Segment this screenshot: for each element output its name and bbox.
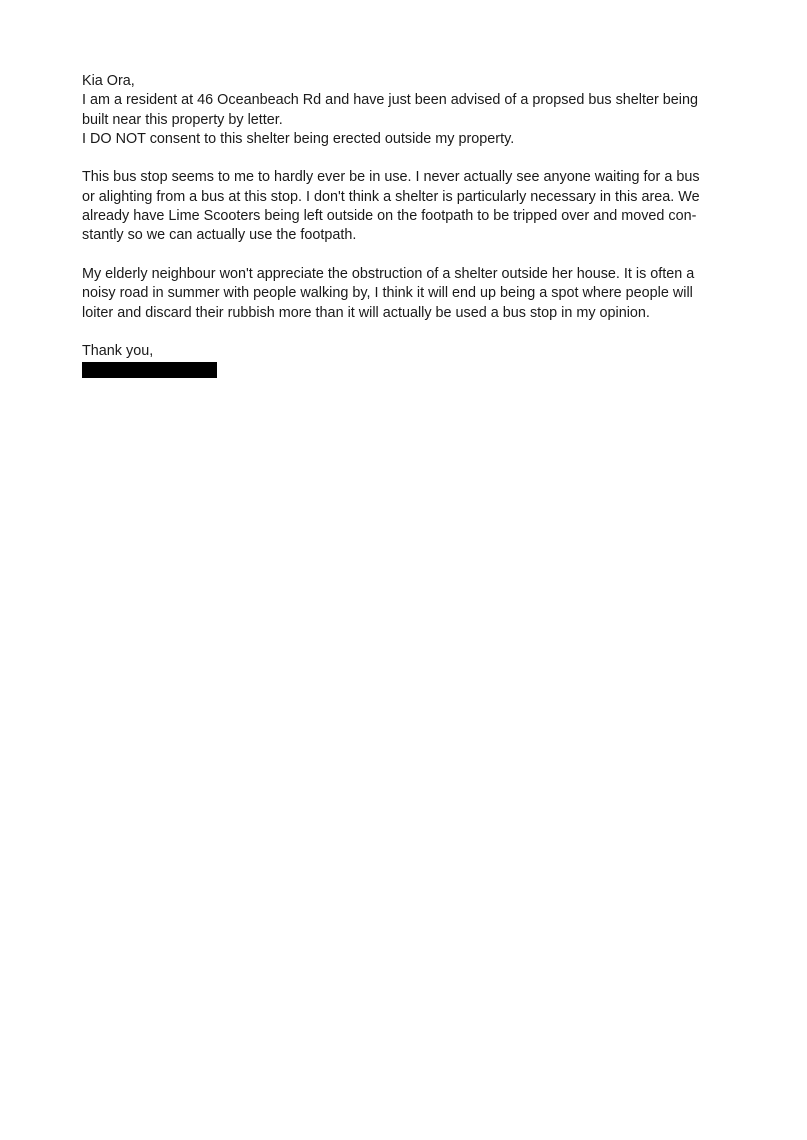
letter-body: [82, 72, 732, 378]
para1-line-1: I am a resident at 46 Oceanbeach Rd and have just been advised of a propsed bus shelter being: [82, 92, 699, 109]
para2-line-2: or alighting from a bus at this stop. I don't think a shelter is particularly necessary in this area. We: [82, 188, 700, 205]
para2-line-4: stantly so we can actually use the footpath.: [82, 227, 357, 244]
paragraph-spacer: [82, 246, 732, 265]
redacted-signature: [82, 362, 217, 378]
para3-line-3: loiter and discard their rubbish more than it will actually be used a bus stop in my opinion.: [82, 304, 650, 321]
para1-line-2: built near this property by letter.: [82, 111, 283, 128]
paragraph-spacer: [82, 149, 732, 168]
para2-line-1: This bus stop seems to me to hardly ever be in use. I never actually see anyone waiting for a bus: [82, 169, 700, 186]
para2-line-3: already have Lime Scooters being left outside on the footpath to be tripped over and moved con-: [82, 208, 697, 225]
para3-line-1: My elderly neighbour won't appreciate the obstruction of a shelter outside her house. It is often a: [82, 265, 695, 282]
greeting: Kia Ora,: [82, 73, 135, 89]
paragraph-spacer: [82, 323, 732, 342]
closing: Thank you,: [82, 343, 154, 360]
para1-line-3: I DO NOT consent to this shelter being erected outside my property.: [82, 130, 515, 147]
para3-line-2: noisy road in summer with people walking by, I think it will end up being a spot where people will: [82, 285, 693, 302]
